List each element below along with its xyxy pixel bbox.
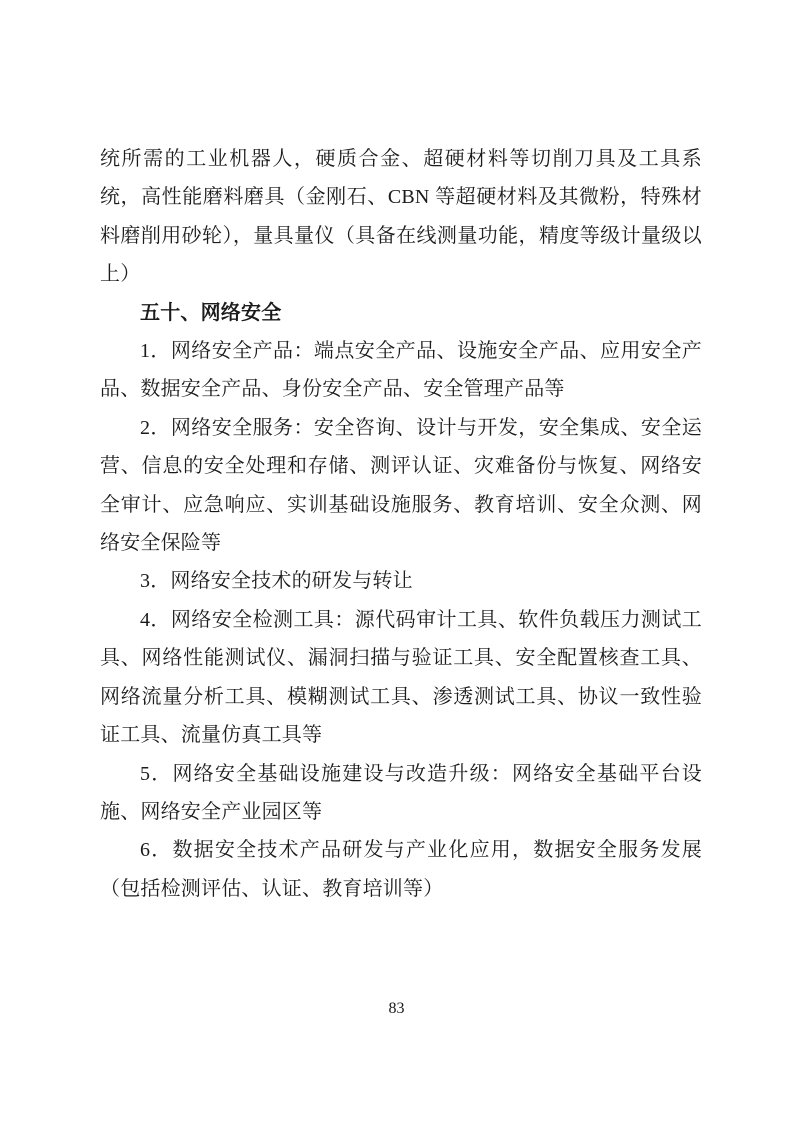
paragraph: 统所需的工业机器人，硬质合金、超硬材料等切削刀具及工具系统，高性能磨料磨具（金刚石、CBN 等超硬材料及其微粉，特殊材料磨削用砂轮），量具量仪（具备在线测量功能，精度等级计量级以上）	[100, 148, 702, 286]
paragraph: 2．网络安全服务：安全咨询、设计与开发，安全集成、安全运营、信息的安全处理和存储、测评认证、灾难备份与恢复、网络安全审计、应急响应、实训基础设施服务、教育培训、安全众测、网络安全保险等	[100, 416, 702, 555]
paragraph: 1．网络安全产品：端点安全产品、设施安全产品、应用安全产品、数据安全产品、身份安全产品、安全管理产品等	[100, 340, 702, 401]
paragraph: 6．数据安全技术产品研发与产业化应用，数据安全服务发展（包括检测评估、认证、教育培训等）	[100, 839, 702, 900]
paragraph: 4．网络安全检测工具：源代码审计工具、软件负载压力测试工具、网络性能测试仪、漏洞扫描与验证工具、安全配置核查工具、网络流量分析工具、模糊测试工具、渗透测试工具、协议一致性验证工具、流量仿真工具等	[100, 608, 702, 747]
paragraph: 3．网络安全技术的研发与转让	[140, 570, 413, 593]
section-heading: 五十、网络安全	[140, 301, 282, 324]
paragraph: 5．网络安全基础设施建设与改造升级：网络安全基础平台设施、网络安全产业园区等	[100, 762, 702, 823]
page-number: 83	[388, 1000, 405, 1017]
document-body	[100, 140, 702, 908]
